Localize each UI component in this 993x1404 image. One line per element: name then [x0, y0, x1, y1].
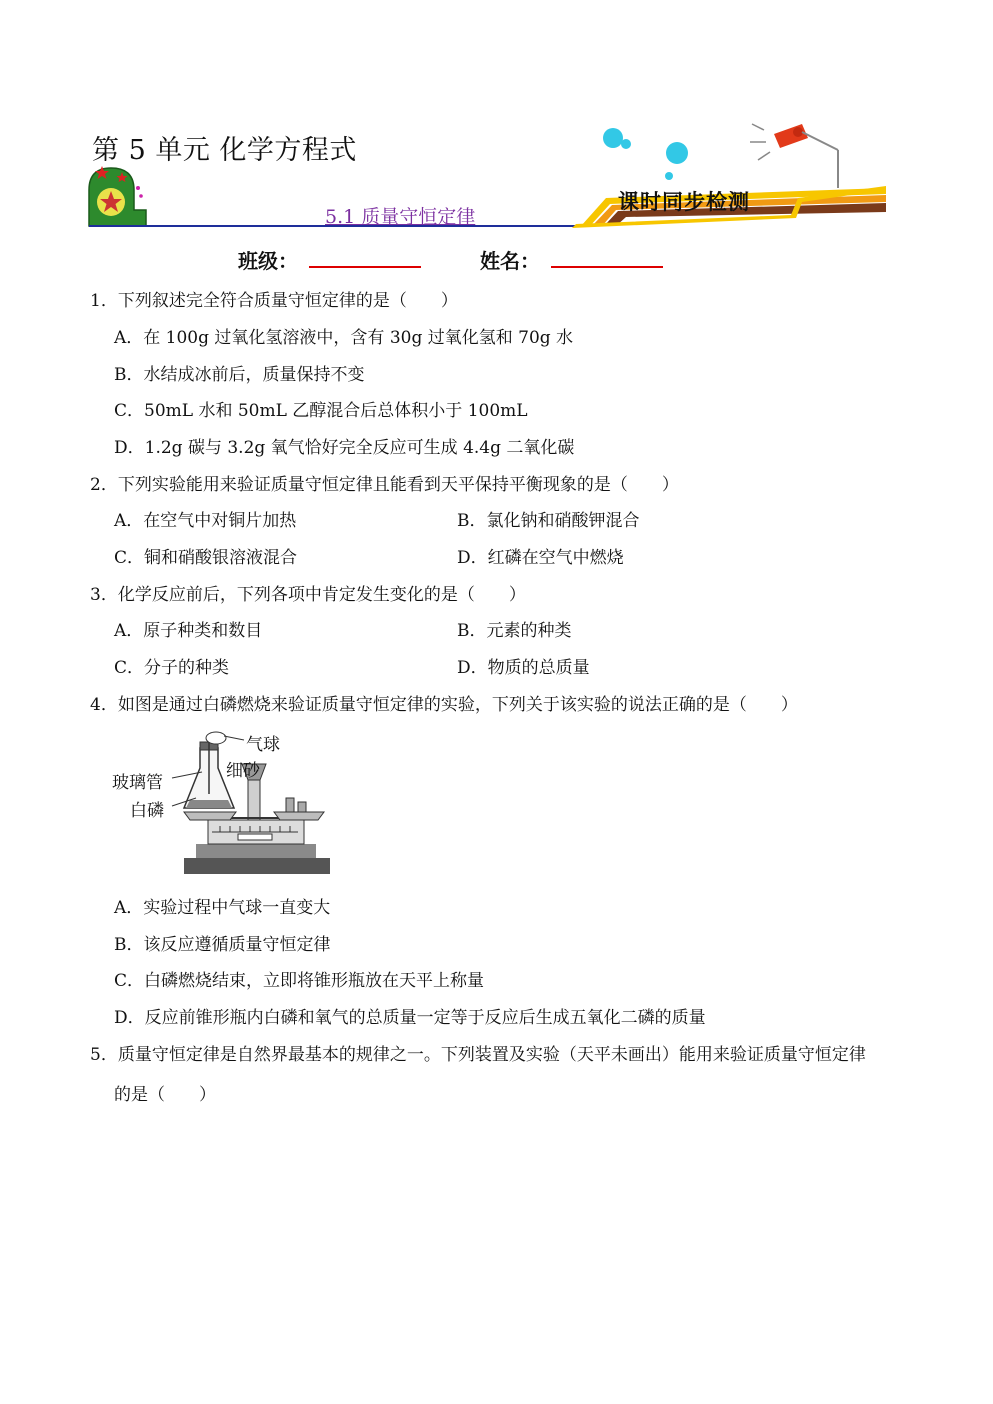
bubbles-icon	[603, 128, 688, 180]
option-b: B．元素的种类	[457, 621, 572, 641]
question-stem: 2．下列实验能用来验证质量守恒定律且能看到天平保持平衡现象的是（ ）	[90, 475, 679, 495]
option-b: B．氯化钠和硝酸钾混合	[457, 511, 640, 531]
option-d: D．物质的总质量	[457, 658, 590, 678]
unit-title: 第 5 单元 化学方程式	[92, 135, 357, 166]
name-field[interactable]	[551, 266, 663, 268]
question-stem: 3．化学反应前后，下列各项中肯定发生变化的是（ ）	[90, 585, 526, 605]
class-label: 班级：	[238, 249, 298, 273]
option-a: A．在空气中对铜片加热	[114, 511, 297, 531]
option-d: D．红磷在空气中燃烧	[457, 548, 624, 568]
option-a: A．原子种类和数目	[114, 621, 263, 641]
name-label: 姓名：	[480, 249, 540, 273]
star-emblem-icon	[89, 166, 146, 226]
balance-figure	[112, 728, 332, 880]
question-stem: 4．如图是通过白磷燃烧来验证质量守恒定律的实验，下列关于该实验的说法正确的是（ ）	[90, 695, 798, 715]
label-sand: 细砂	[226, 761, 260, 781]
option-d: D．反应前锥形瓶内白磷和氧气的总质量一定等于反应后生成五氧化二磷的质量	[114, 1008, 706, 1028]
header-tag: 课时同步检测	[618, 189, 750, 214]
question-stem: 5．质量守恒定律是自然界最基本的规律之一。下列装置及实验（天平未画出）能用来验证质量守恒定律	[90, 1045, 866, 1065]
option-c: C．50mL 水和 50mL 乙醇混合后总体积小于 100mL	[114, 401, 528, 421]
question-stem-continued: 的是（ ）	[114, 1085, 216, 1105]
option-d: D．1.2g 碳与 3.2g 氧气恰好完全反应可生成 4.4g 二氧化碳	[114, 438, 575, 458]
option-c: C．铜和硝酸银溶液混合	[114, 548, 298, 568]
option-a: A．实验过程中气球一直变大	[114, 898, 331, 918]
label-balloon: 气球	[246, 735, 280, 755]
class-field[interactable]	[309, 266, 421, 268]
option-c: C．分子的种类	[114, 658, 230, 678]
label-glass-tube: 玻璃管	[112, 773, 163, 793]
question-stem: 1．下列叙述完全符合质量守恒定律的是（ ）	[90, 291, 458, 311]
option-a: A．在 100g 过氧化氢溶液中，含有 30g 过氧化氢和 70g 水	[114, 328, 574, 348]
option-b: B．水结成冰前后，质量保持不变	[114, 365, 365, 385]
section-title: 5.1 质量守恒定律	[325, 206, 476, 228]
desk-lamp-icon	[750, 124, 838, 188]
option-c: C．白磷燃烧结束，立即将锥形瓶放在天平上称量	[114, 971, 485, 991]
option-b: B．该反应遵循质量守恒定律	[114, 935, 331, 955]
label-white-phosphorus: 白磷	[130, 801, 164, 821]
